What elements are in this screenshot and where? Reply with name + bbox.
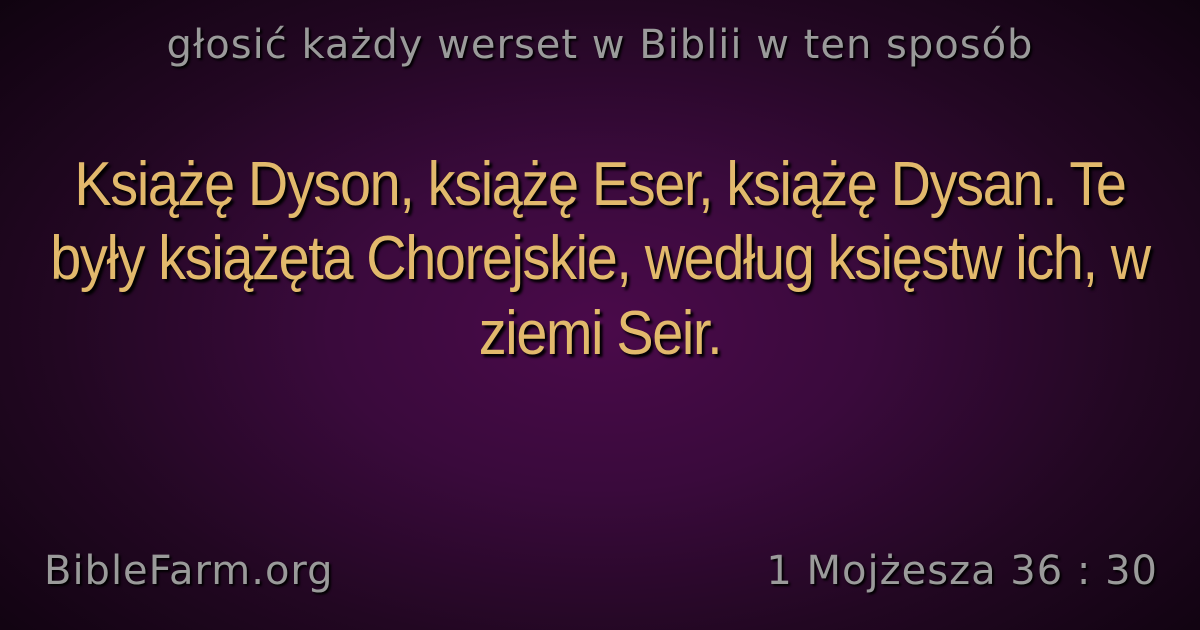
site-name: BibleFarm.org <box>44 548 334 594</box>
verse-reference: 1 Mojżesza 36 : 30 <box>766 548 1158 594</box>
verse-container <box>50 148 1150 371</box>
tagline: głosić każdy werset w Biblii w ten sposób <box>166 22 1034 68</box>
verse-text: Książę Dyson, książę Eser, książę Dysan. Te były książęta Chorejskie, według księstw ich, w ziemi Seir. <box>50 150 1150 368</box>
